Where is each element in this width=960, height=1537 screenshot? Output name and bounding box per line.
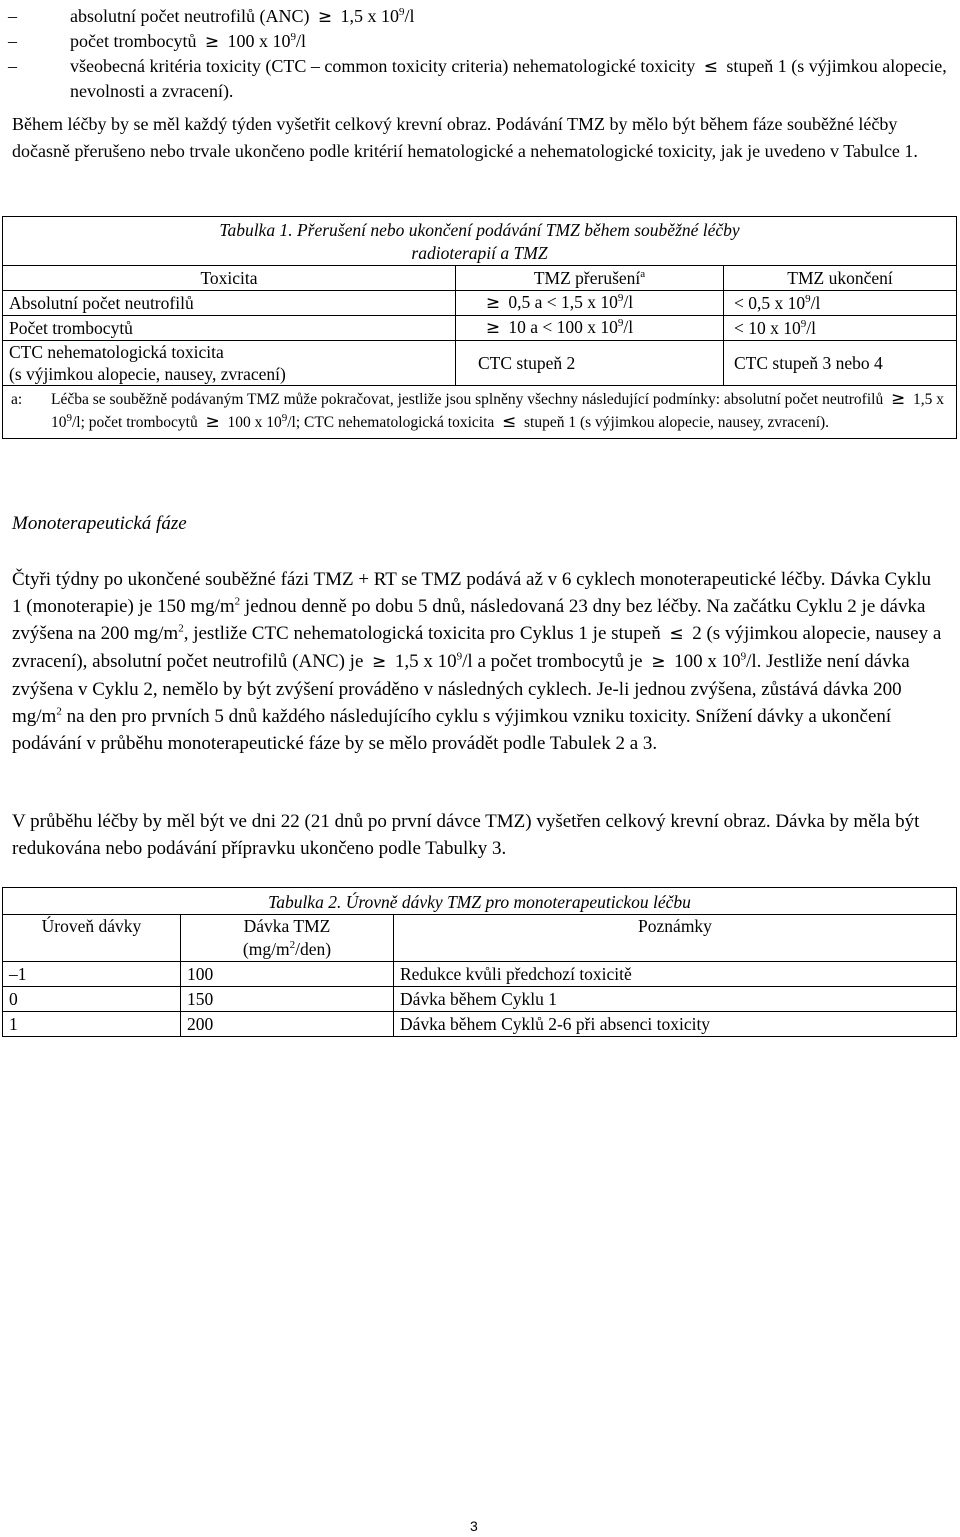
header-notes: Poznámky bbox=[394, 915, 957, 962]
greater-equal-symbol: ≥ bbox=[485, 293, 501, 313]
greater-equal-symbol: ≥ bbox=[485, 318, 501, 338]
table-row bbox=[3, 316, 957, 341]
table-row bbox=[3, 1012, 957, 1037]
header-interrupt: TMZ přerušení$^a$ bbox=[456, 266, 724, 291]
table-caption-row bbox=[3, 217, 957, 266]
table-2-caption: Tabulka 2. Úrovně dávky TMZ pro monoterapeutickou léčbu bbox=[3, 888, 957, 915]
table-footnote: a: Léčba se souběžně podávaným TMZ může pokračovat, jestliže jsou splněny všechny následující podmínky: absolutní počet neutrofilů ≥ 1,5 x $10^9/l$; počet trombocytů ≥ 100 x $10^9/l$; CTC nehematologická toxicita ≤ stupeň 1 (s výjimkou alopecie, nausey, zvracení). bbox=[11, 389, 944, 432]
cell-dose: 100 bbox=[181, 962, 394, 987]
greater-equal-symbol: ≥ bbox=[372, 652, 387, 672]
row-stop: CTC stupeň 3 nebo 4 bbox=[724, 341, 957, 386]
row-label: Absolutní počet neutrofilů bbox=[3, 291, 456, 316]
header-toxicity: Toxicita bbox=[3, 266, 456, 291]
cell-level: –1 bbox=[3, 962, 181, 987]
less-equal-symbol: ≤ bbox=[669, 624, 684, 644]
cell-dose: 150 bbox=[181, 987, 394, 1012]
cell-level: 0 bbox=[3, 987, 181, 1012]
table-row bbox=[3, 962, 957, 987]
blood-count-paragraph: V průběhu léčby by měl být ve dni 22 (21 dnů po první dávce TMZ) vyšetřen celkový krevní obraz. Dávka by měla být redukována nebo podávání přípravku ukončeno podle Tabulky 3. bbox=[12, 811, 920, 859]
table-header-row bbox=[3, 266, 957, 291]
list-dash: – bbox=[8, 31, 17, 51]
list-item: – všeobecná kritéria toxicity (CTC – common toxicity criteria) nehematologické toxicity ≤ stupeň 1 (s výjimkou alopecie, nevolnosti a zvracení). bbox=[8, 56, 947, 101]
header-stop: TMZ ukončení bbox=[724, 266, 957, 291]
list-dash: – bbox=[8, 6, 17, 26]
table-1-caption: Tabulka 1. Přerušení nebo ukončení podávání TMZ během souběžné léčby bbox=[219, 220, 740, 240]
table-row bbox=[3, 341, 957, 386]
list-dash: – bbox=[8, 56, 17, 76]
header-dose: Dávka TMZ $(mg/m^2/den)$ bbox=[181, 915, 394, 962]
table-row bbox=[3, 987, 957, 1012]
monotherapy-paragraph: Čtyři týdny po ukončené souběžné fázi TMZ + RT se TMZ podává až v 6 cyklech monoterapeutické léčby. Dávka Cyklu 1 (monoterapie) je 150 $mg/m^2$ jednou denně po dobu 5 dnů, následovaná 23 dny bez léčby. Na začátku Cyklu 2 je dávka zvýšena na 200 $mg/m^2$, jestliže CTC nehematologická toxicita pro Cyklus 1 je stupeň ≤ 2 (s výjimkou alopecie, nausey a zvracení), absolutní počet neutrofilů (ANC) je ≥ 1,5 x $10^9/l$ a počet trombocytů je ≥ 100 x $10^9/l$. Jestliže není dávka zvýšena v Cyklu 2, nemělo by být zvýšení prováděno v následných cyklech. Je-li jednou zvýšena, zůstává dávka 200 $mg/m^2$ na den pro prvních 5 dnů každého následujícího cyklu s výjimkou vzniku toxicity. Snížení dávky a ukončení podávání v průběhu monoterapeutické fáze by se mělo provádět podle Tabulek 2 a 3. bbox=[12, 569, 942, 754]
row-interrupt: CTC stupeň 2 bbox=[456, 341, 724, 386]
row-stop: < 0,5 x $10^9/l$ bbox=[724, 291, 957, 316]
table-header-row bbox=[3, 915, 957, 962]
row-interrupt: ≥ 10 a < 100 x $10^9/l$ bbox=[456, 316, 724, 341]
row-label: Počet trombocytů bbox=[3, 316, 456, 341]
less-equal-symbol: ≤ bbox=[703, 57, 718, 77]
table-footnote-row bbox=[3, 386, 957, 439]
table-2 bbox=[2, 887, 957, 1037]
cell-note: Dávka během Cyklů 2-6 při absenci toxicity bbox=[394, 1012, 957, 1037]
greater-equal-symbol: ≥ bbox=[317, 7, 333, 27]
section-heading: Monoterapeutická fáze bbox=[12, 513, 187, 534]
list-item: – počet trombocytů ≥ 100 x $10^9/l$ bbox=[8, 31, 306, 52]
header-dose-level: Úroveň dávky bbox=[3, 915, 181, 962]
cell-level: 1 bbox=[3, 1012, 181, 1037]
cell-dose: 200 bbox=[181, 1012, 394, 1037]
greater-equal-symbol: ≥ bbox=[204, 32, 220, 52]
table-row bbox=[3, 291, 957, 316]
row-label: CTC nehematologická toxicita (s výjimkou alopecie, nausey, zvracení) bbox=[3, 341, 456, 386]
page-number: 3 bbox=[470, 1518, 478, 1534]
list-item: – absolutní počet neutrofilů (ANC) ≥ 1,5 x $10^9/l$ bbox=[8, 6, 415, 27]
row-interrupt: ≥ 0,5 a < 1,5 x $10^9/l$ bbox=[456, 291, 724, 316]
row-stop: < 10 x $10^9/l$ bbox=[724, 316, 957, 341]
table-1 bbox=[2, 216, 957, 439]
less-equal-symbol: ≤ bbox=[502, 412, 517, 432]
monitoring-paragraph: Během léčby by se měl každý týden vyšetřit celkový krevní obraz. Podávání TMZ by mělo být během fáze souběžné léčby dočasně přerušeno nebo trvale ukončeno podle kritérií hematologické a nehematologické toxicity, jak je uvedeno v Tabulce 1. bbox=[12, 114, 918, 161]
criteria-list bbox=[8, 4, 953, 103]
table-1-caption-line2: radioterapií a TMZ bbox=[411, 243, 548, 263]
table-caption-row bbox=[3, 888, 957, 915]
greater-equal-symbol: ≥ bbox=[890, 389, 906, 409]
greater-equal-symbol: ≥ bbox=[205, 412, 220, 432]
cell-note: Redukce kvůli předchozí toxicitě bbox=[394, 962, 957, 987]
greater-equal-symbol: ≥ bbox=[651, 652, 666, 672]
cell-note: Dávka během Cyklu 1 bbox=[394, 987, 957, 1012]
